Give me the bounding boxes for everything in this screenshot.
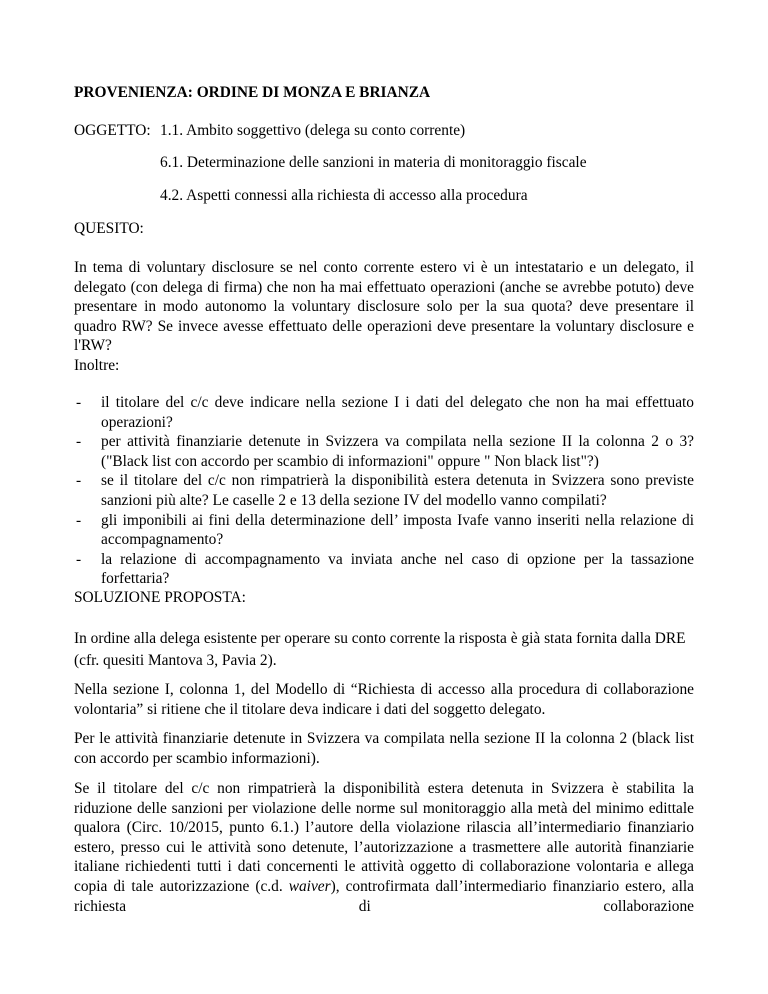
list-item: - il titolare del c/c deve indicare nella sezione I i dati del delegato che non ha mai effettuato operazioni?: [76, 394, 694, 431]
oggetto-label: OGGETTO:: [74, 122, 151, 139]
provenance-heading: PROVENIENZA: ORDINE DI MONZA E BRIANZA: [74, 84, 431, 101]
oggetto-item: 1.1. Ambito soggettivo (delega su conto corrente): [160, 122, 466, 139]
quesito-intro: In tema di voluntary disclosure se nel conto corrente estero vi è un intestatario e un delegato, il delegato (con delega di firma) che non ha mai effettuato operazioni (anche se avrebbe potuto) deve presentare in modo autonomo la voluntary disclosure solo per la sua quota? deve presentare il quadro RW? Se invece avesse effettuato delle operazioni deve presentare la voluntary disclosure e l'RW?: [74, 259, 694, 355]
quesito-list: [74, 393, 694, 589]
list-item: - se il titolare del c/c non rimpatrierà la disponibilità estera detenuta in Svizzera sono previste sanzioni più alte? Le caselle 2 e 13 della sezione IV del modello vanno compilati?: [76, 472, 694, 509]
list-item: - la relazione di accompagnamento va inviata anche nel caso di opzione per la tassazione forfettaria?: [76, 550, 694, 588]
soluzione-paragraph: Per le attività finanziarie detenute in Svizzera va compilata nella sezione II la colonna 2 (black list con accordo per scambio informazioni).: [74, 730, 694, 767]
quesito-inoltre: Inoltre:: [74, 356, 120, 374]
quesito-label: QUESITO:: [74, 220, 144, 237]
list-item: - gli imponibili ai fini della determinazione dell’ imposta Ivafe vanno inseriti nella relazione di accompagnamento?: [76, 511, 694, 549]
quesito-body: [74, 258, 694, 376]
oggetto-item: 6.1. Determinazione delle sanzioni in materia di monitoraggio fiscale: [160, 154, 587, 171]
oggetto-item: 4.2. Aspetti connessi alla richiesta di accesso alla procedura: [160, 187, 528, 204]
soluzione-paragraph: Se il titolare del c/c non rimpatrierà la disponibilità estera detenuta in Svizzera è stabilita la riduzione delle sanzioni per violazione delle norme sul monitoraggio alla metà del minimo edittale qualora (Circ. 10/2015, punto 6.1.) l’autore della violazione rilascia all’intermediario finanziario estero, presso cui le attività sono detenute, l’autorizzazione a trasmettere alle autorità finanziarie italiane richiedenti tutti i dati concernenti le attività oggetto di collaborazione volontaria e allega copia di tale autorizzazione (c.d. waiver), controfirmata dall’intermediario finanziario estero, alla richiesta di collaborazione: [74, 780, 695, 915]
soluzione-paragraph: Nella sezione I, colonna 1, del Modello di “Richiesta di accesso alla procedura di collaborazione volontaria” si ritiene che il titolare deva indicare i dati del soggetto delegato.: [74, 681, 694, 718]
soluzione-paragraph: In ordine alla delega esistente per operare su conto corrente la risposta è già stata fornita dalla DRE (cfr. quesiti Mantova 3, Pavia 2).: [74, 630, 686, 669]
soluzione-label: SOLUZIONE PROPOSTA:: [74, 589, 246, 606]
list-item: - per attività finanziarie detenute in Svizzera va compilata nella sezione II la colonna 2 o 3? ("Black list con accordo per scambio di informazioni" oppure " Non black list"?): [76, 433, 694, 470]
